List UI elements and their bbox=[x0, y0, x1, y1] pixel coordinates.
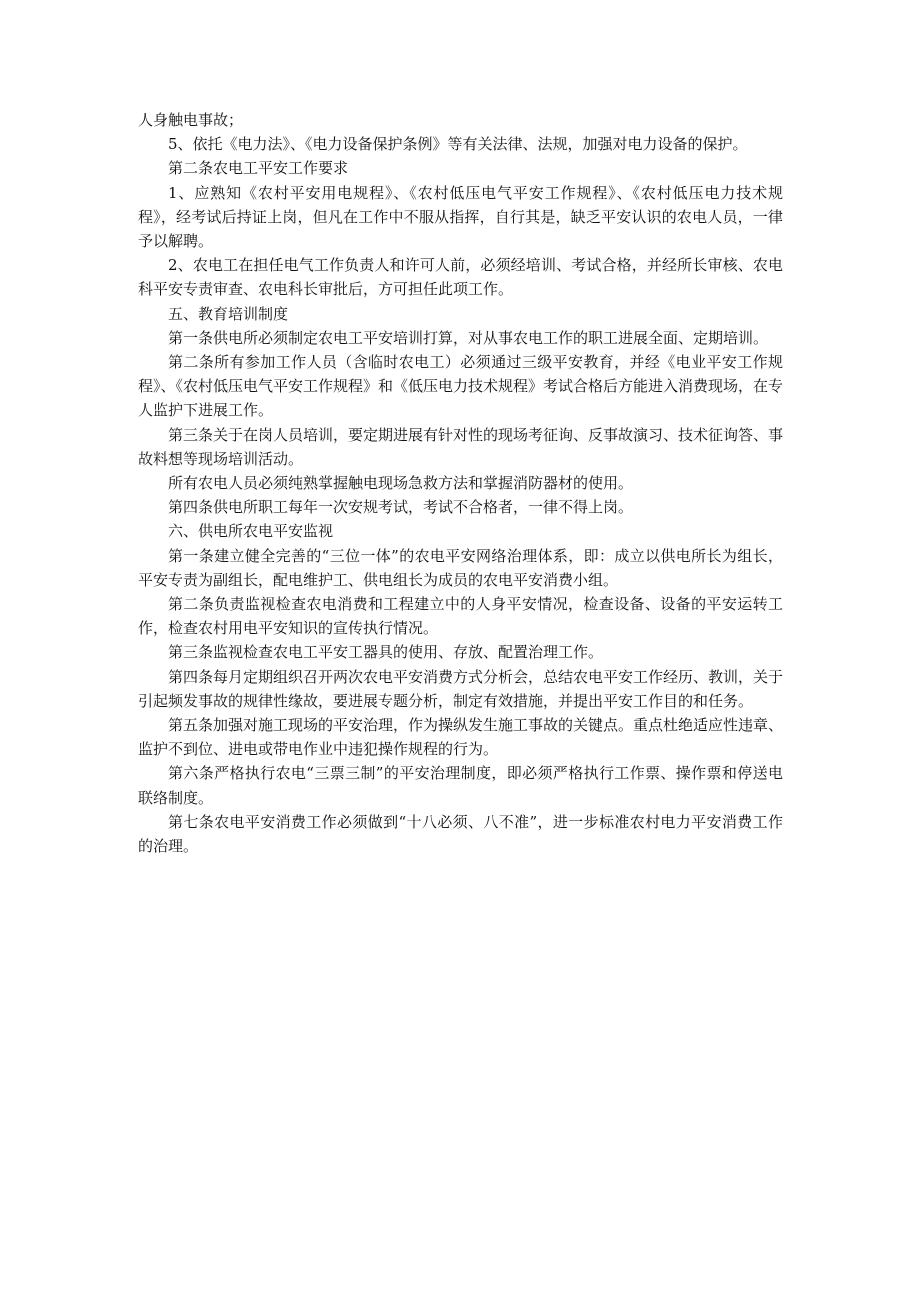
paragraph-first-aid: 所有农电人员必须纯熟掌握触电现场急救方法和掌握消防器材的使用。 bbox=[168, 474, 634, 493]
paragraph-item-2: 2、农电工在担任电气工作负责人和许可人前，必须经培训、考试合格，并经所长审核、农电科平安专责审查、农电科长审批后，方可担任此项工作。 bbox=[138, 256, 783, 299]
paragraph-supervision-article-6: 第六条严格执行农电“三票三制”的平安治理制度，即必须严格执行工作票、操作票和停送电联络制度。 bbox=[138, 764, 783, 807]
paragraph-supervision-article-3: 第三条监视检查农电工平安工器具的使用、存放、配置治理工作。 bbox=[168, 643, 604, 662]
paragraph-supervision-article-1: 第一条建立健全完善的“三位一体”的农电平安网络治理体系，即：成立以供电所长为组长，平安专责为副组长，配电维护工、供电组长为成员的农电平安消费小组。 bbox=[138, 546, 783, 589]
paragraph-supervision-article-5: 第五条加强对施工现场的平安治理，作为操纵发生施工事故的关键点。重点杜绝适应性违章、监护不到位、进电或带电作业中违犯操作规程的行为。 bbox=[138, 716, 784, 759]
paragraph-training-article-3: 第三条关于在岗人员培训，要定期进展有针对性的现场考征询、反事故演习、技术征询答、事故料想等现场培训活动。 bbox=[138, 425, 784, 468]
paragraph-item-1: 1、应熟知《农村平安用电规程》、《农村低压电气平安工作规程》、《农村低压电力技术规程》，经考试后持证上岗，但凡在工作中不服从指挥，自行其是，缺乏平安认识的农电人员，一律予以解聘。 bbox=[138, 183, 783, 251]
paragraph-training-article-4: 第四条供电所职工每年一次安规考试，考试不合格者，一律不得上岗。 bbox=[168, 498, 634, 517]
section-heading-article-2: 第二条农电工平安工作要求 bbox=[168, 159, 349, 178]
paragraph-continuation: 人身触电事故； bbox=[138, 111, 244, 129]
section-heading-education-training: 五、教育培训制度 bbox=[168, 304, 289, 323]
paragraph-supervision-article-4: 第四条每月定期组织召开两次农电平安消费方式分析会，总结农电平安工作经历、教训，关于引起频发事故的规律性缘故，要进展专题分析，制定有效措施，并提出平安工作目的和任务。 bbox=[138, 667, 784, 710]
paragraph-training-article-1: 第一条供电所必须制定农电工平安培训打算，对从事农电工作的职工进展全面、定期培训。 bbox=[168, 328, 769, 347]
paragraph-supervision-article-2: 第二条负责监视检查农电消费和工程建立中的人身平安情况，检查设备、设备的平安运转工作，检查农村用电平安知识的宣传执行情况。 bbox=[138, 595, 783, 638]
paragraph-item-5: 5、依托《电力法》、《电力设备保护条例》等有关法律、法规，加强对电力设备的保护。 bbox=[168, 135, 748, 154]
paragraph-supervision-article-7: 第七条农电平安消费工作必须做到“十八必须、八不准”，进一步标准农村电力平安消费工作的治理。 bbox=[138, 812, 783, 856]
section-heading-supervision: 六、供电所农电平安监视 bbox=[168, 522, 334, 541]
paragraph-training-article-2: 第二条所有参加工作人员（含临时农电工）必须通过三级平安教育，并经《电业平安工作规程》、《农村低压电气平安工作规程》和《低压电力技术规程》考试合格后方能进入消费现场，在专人监护下进展工作。 bbox=[138, 353, 784, 420]
document-body bbox=[138, 108, 783, 858]
